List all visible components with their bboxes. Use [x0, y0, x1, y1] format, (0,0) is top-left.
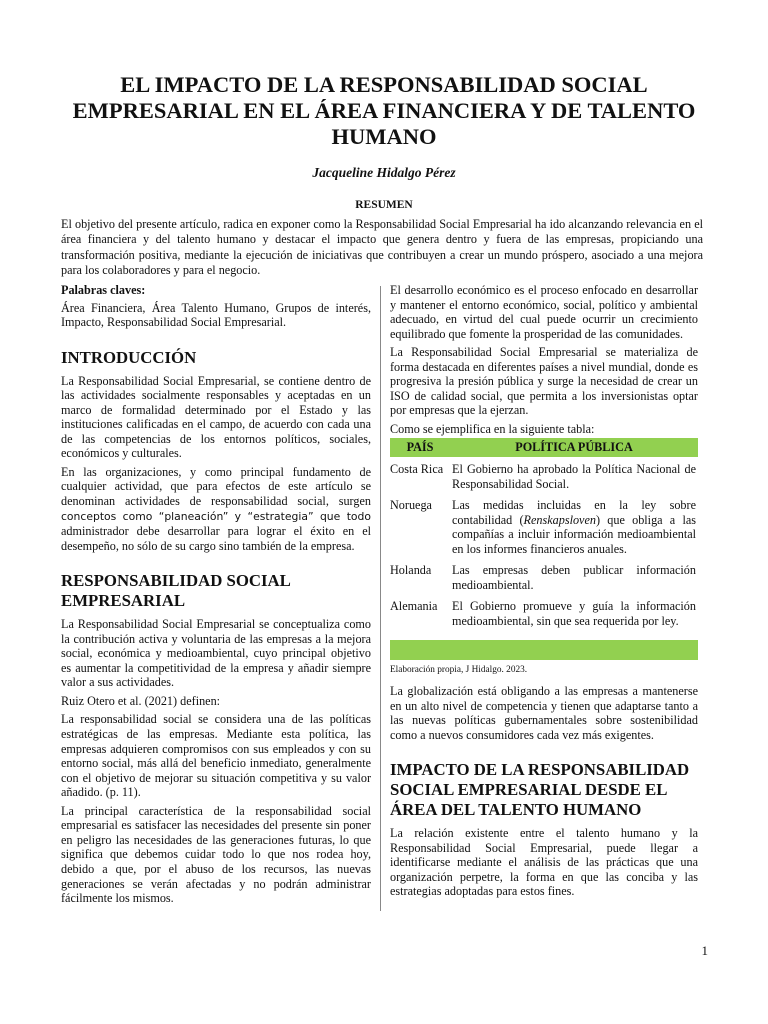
table-cell-policy — [450, 497, 698, 562]
table-row — [390, 598, 698, 634]
title-line-1: EL IMPACTO DE LA RESPONSABILIDAD SOCIAL — [120, 72, 648, 97]
right-column — [390, 283, 698, 903]
keywords-label: Palabras claves: — [61, 283, 146, 297]
abstract-text: El objetivo del presente artículo, radica en exponer como la Responsabilidad Social Empresarial ha ido alcanzando relevancia en el área financiera y del talento humano y destacar el impacto que genera dentro y fuera de las empresas, propiciando una transformación positiva, mediante la ejecución de iniciativas que contribuyen a crear un mundo próspero, asociado a una mejora para los colaboradores y para el negocio. — [61, 217, 703, 277]
intro-paragraph-2 — [61, 465, 371, 553]
rse-paragraph-2: Ruiz Otero et al. (2021) definen: — [61, 693, 221, 708]
intro-paragraph-1: La Responsabilidad Social Empresarial, se contiene dentro de las actividades socialmente responsables y aceptadas en un marco de formalidad determinado por el Estado y las instituciones calificadas en el campo, de acuerdo con cada una de las competencias de los entornos políticos, sociales, económicos y culturales. — [61, 373, 371, 461]
table-row — [390, 461, 698, 497]
policy-table — [390, 438, 698, 634]
intro-p2-text-a: En las organizaciones, y como principal fundamento de cualquier actividad, que para efectos de este artículo se denominan actividades de responsabilidad social, surgen — [61, 464, 371, 509]
section-heading-rse: RESPONSABILIDAD SOCIAL EMPRESARIAL — [61, 571, 290, 611]
right-paragraph-1: El desarrollo económico es el proceso enfocado en desarrollar y mantener el entorno económico, social, político y ambiental adecuado, en virtud del cual puede ocurrir un crecimiento equilibrado que fomente la prosperidad de las comunidades. — [390, 283, 698, 341]
table-header-country: PAÍS — [390, 438, 450, 457]
title-line-2: EMPRESARIAL EN EL ÁREA FINANCIERA Y DE TALENTO — [72, 98, 696, 123]
section-heading-introduccion: INTRODUCCIÓN — [61, 347, 197, 367]
table-header-policy: POLÍTICA PÚBLICA — [450, 438, 698, 457]
table-row — [390, 497, 698, 562]
table-cell-country: Alemania — [390, 599, 438, 614]
rse-paragraph-3: La principal característica de la responsabilidad social empresarial es satisfacer las necesidades del presente sin poner en peligro las necesidades de las generaciones futuras, lo que significa que debemos cuidar todo lo que nos rodea hoy, debido a que, por el abuso de los recursos, las nuevas generaciones se verán afectadas y no podrán administrar fácilmente los mismos. — [61, 803, 371, 906]
table-cell-country: Costa Rica — [390, 462, 444, 477]
impacto-paragraph-1: La relación existente entre el talento humano y la Responsabilidad Social Empresarial, puede llegar a identificarse mediante el análisis de las prácticas que una organización perpetre, la forma en que las conciba y las estrategias adoptadas para estos fines. — [390, 826, 698, 899]
intro-p2-text-c: administrador debe desarrollar para lograr el éxito en el desempeño, no sólo de su cargo sino también de la empresa. — [61, 524, 371, 553]
table-caption: Elaboración propia, J Hidalgo. 2023. — [390, 665, 528, 676]
table-cell-policy: El Gobierno ha aprobado la Política Nacional de Responsabilidad Social. — [452, 462, 696, 491]
right-paragraph-4: La globalización está obligando a las empresas a mantenerse en un alto nivel de competencia y tienen que adaptarse tanto a las nuevas políticas gubernamentales sobre sostenibilidad como a nuevos consumidores cada vez más exigentes. — [390, 684, 698, 742]
author-name: Jacqueline Hidalgo Pérez — [312, 165, 456, 180]
table-cell-country: Holanda — [390, 563, 432, 578]
table-intro: Como se ejemplifica en la siguiente tabla: — [390, 421, 595, 436]
article-title — [40, 72, 728, 150]
table-cell-policy: El Gobierno promueve y guía la información medioambiental, sin que sea requerida por ley. — [452, 599, 696, 628]
left-column — [61, 283, 371, 910]
abstract-heading: RESUMEN — [355, 199, 413, 211]
policy-text-b: ) que obliga a las compañías a incluir información medioambiental en los informes financieros anuales. — [452, 512, 696, 556]
table-header-row — [390, 438, 698, 457]
rse-paragraph-1: La Responsabilidad Social Empresarial se conceptualiza como la contribución activa y voluntaria de las empresas a la mejora social, económica y medioambiental, cuyo principal objetivo es aumentar la competitividad de la empresa y añadir siempre valor a sus actividades. — [61, 617, 371, 690]
section-heading-impacto: IMPACTO DE LA RESPONSABILIDAD SOCIAL EMPRESARIAL DESDE EL ÁREA DEL TALENTO HUMANO — [390, 760, 690, 820]
column-divider — [380, 286, 381, 911]
table-footer-bar — [390, 640, 698, 660]
table-cell-policy: Las empresas deben publicar información medioambiental. — [452, 563, 696, 592]
policy-text-a: Las medidas incluidas en la ley sobre contabilidad ( — [452, 498, 696, 527]
keywords-text: Área Financiera, Área Talento Humano, Grupos de interés, Impacto, Responsabilidad Social Empresarial. — [61, 300, 371, 330]
table-row — [390, 562, 698, 598]
policy-law-name: Renskapsloven — [523, 512, 596, 527]
rse-quote: La responsabilidad social se considera una de las políticas estratégicas de las empresas. Mediante esta política, las empresas adquieren compromisos con sus empleados y con su entorno social, más allá del beneficio inmediato, generalmente con el objetivo de mejorar su situación competitiva y su valor añadido. (p. 11). — [61, 712, 371, 800]
right-paragraph-2: La Responsabilidad Social Empresarial se materializa de forma destacada en diferentes países a nivel mundial, donde es progresiva la presión pública y surge la necesidad de crear un ISO de calidad social, que permita a los inversionistas optar por empresas que la ejerzan. — [390, 345, 698, 418]
page-number: 1 — [701, 943, 708, 958]
title-line-3: HUMANO — [331, 124, 437, 149]
intro-p2-text-b: conceptos como “planeación” y “estrategia” que todo — [61, 509, 371, 523]
table-cell-country: Noruega — [390, 498, 432, 513]
